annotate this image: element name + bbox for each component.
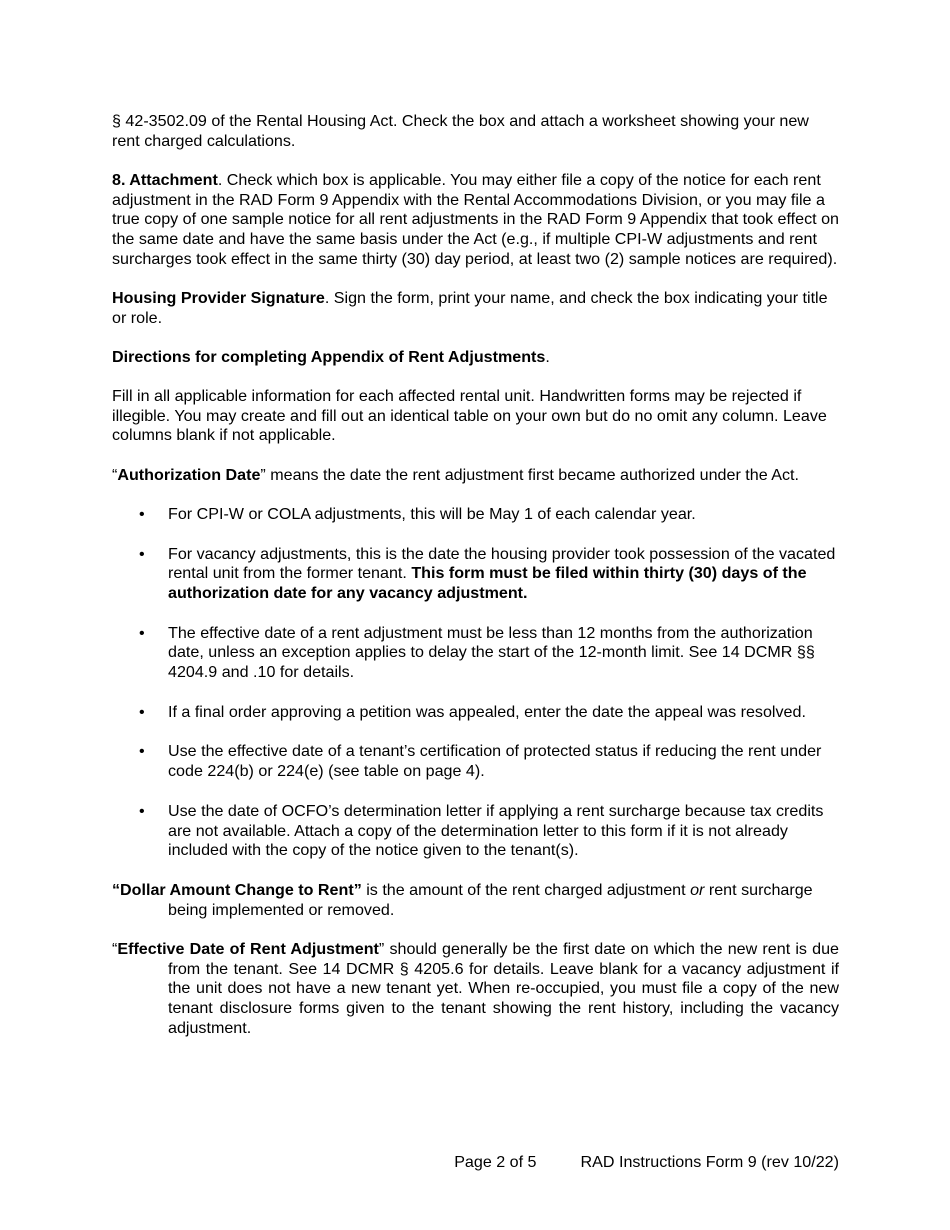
page-footer	[454, 1153, 839, 1173]
bullet-text: Use the effective date of a tenant’s certification of protected status if reducing the rent under code 224(b) or 224(e) (see table on page 4).	[168, 742, 822, 781]
directions-heading: Directions for completing Appendix of Rent Adjustments	[112, 347, 546, 366]
fill-in-paragraph	[112, 387, 839, 446]
attachment-text: . Check which box is applicable. You may either file a copy of the notice for each rent adjustment in the RAD Form 9 Appendix with the Rental Accommodations Division, or you may file a true copy of one sample notice for all rent adjustments in the RAD Form 9 Appendix that took effect on the same date and have the same basis under the Act (e.g., if multiple CPI-W adjustments and rent surcharges took effect in the same thirty (30) day period, at least two (2) sample notices are required).	[112, 170, 840, 268]
bullet-icon: •	[139, 544, 145, 563]
dollar-amount-or: or	[690, 880, 705, 899]
bullet-text: If a final order approving a petition was appealed, enter the date the appeal was resolved.	[168, 702, 806, 721]
directions-heading-paragraph	[112, 348, 839, 368]
list-item	[112, 624, 839, 683]
dollar-amount-term: “Dollar Amount Change to Rent”	[112, 880, 362, 899]
bullet-icon: •	[139, 702, 145, 721]
authorization-date-paragraph	[112, 466, 839, 486]
dollar-amount-paragraph	[112, 881, 839, 920]
signature-text: . Sign the form, print your name, and check the box indicating your title or role.	[112, 288, 828, 327]
effective-date-paragraph	[112, 940, 839, 1039]
signature-heading: Housing Provider Signature	[112, 288, 325, 307]
attachment-heading: 8. Attachment	[112, 170, 218, 189]
form-revision: RAD Instructions Form 9 (rev 10/22)	[580, 1153, 839, 1171]
signature-paragraph	[112, 289, 839, 328]
document-body	[112, 112, 839, 1058]
authorization-bullet-list	[112, 505, 839, 861]
bullet-icon: •	[139, 742, 145, 761]
fill-in-text: Fill in all applicable information for each affected rental unit. Handwritten forms may be rejected if illegible. You may create and fill out an identical table on your own but do no omit any column. Leave columns blank if not applicable.	[112, 387, 827, 445]
bullet-icon: •	[139, 801, 145, 820]
bullet-icon: •	[139, 623, 145, 642]
bullet-text: Use the date of OCFO’s determination letter if applying a rent surcharge because tax credits are not available. Attach a copy of the determination letter to this form if it is not already included with the copy of the notice given to the tenant(s).	[168, 801, 824, 860]
bullet-text: For vacancy adjustments, this is the date the housing provider took possession of the vacated rental unit from the former tenant.	[168, 544, 836, 583]
bullet-bold-text: This form must be filed within thirty (30) days of the authorization date for any vacancy adjustment.	[168, 564, 807, 602]
dollar-amount-text-a: is the amount of the rent charged adjustment	[361, 880, 691, 899]
directions-tail: .	[545, 347, 550, 366]
authorization-date-term: Authorization Date	[117, 465, 261, 484]
list-item	[112, 505, 839, 525]
effective-date-text: ” should generally be the first date on which the new rent is due from the tenant. See 14 DCMR § 4205.6 for details. Leave blank for a vacancy adjustment if the unit does not have a new tenant yet. When re-occupied, you must file a copy of the new tenant disclosure forms given to the tenant showing the rent history, including the vacancy adjustment.	[168, 939, 839, 1037]
page-number: Page 2 of 5	[454, 1153, 537, 1171]
effective-date-open-quote: “	[112, 939, 118, 958]
list-item	[112, 703, 839, 723]
attachment-paragraph	[112, 171, 839, 270]
intro-text: § 42-3502.09 of the Rental Housing Act. Check the box and attach a worksheet showing your new rent charged calculations.	[112, 112, 809, 150]
effective-date-term: Effective Date of Rent Adjustment	[117, 939, 379, 958]
bullet-text: For CPI-W or COLA adjustments, this will be May 1 of each calendar year.	[168, 504, 696, 523]
list-item	[112, 802, 839, 861]
authorization-date-definition: ” means the date the rent adjustment first became authorized under the Act.	[260, 465, 799, 484]
list-item	[112, 545, 839, 604]
list-item	[112, 742, 839, 781]
intro-paragraph	[112, 112, 839, 151]
authorization-open-quote: “	[112, 465, 118, 484]
bullet-text: The effective date of a rent adjustment must be less than 12 months from the authorization date, unless an exception applies to delay the start of the 12-month limit. See 14 DCMR §§ 4204.9 and .10 for details.	[168, 623, 815, 682]
dollar-amount-text-b: rent surcharge being implemented or removed.	[168, 880, 813, 919]
bullet-icon: •	[139, 504, 145, 523]
